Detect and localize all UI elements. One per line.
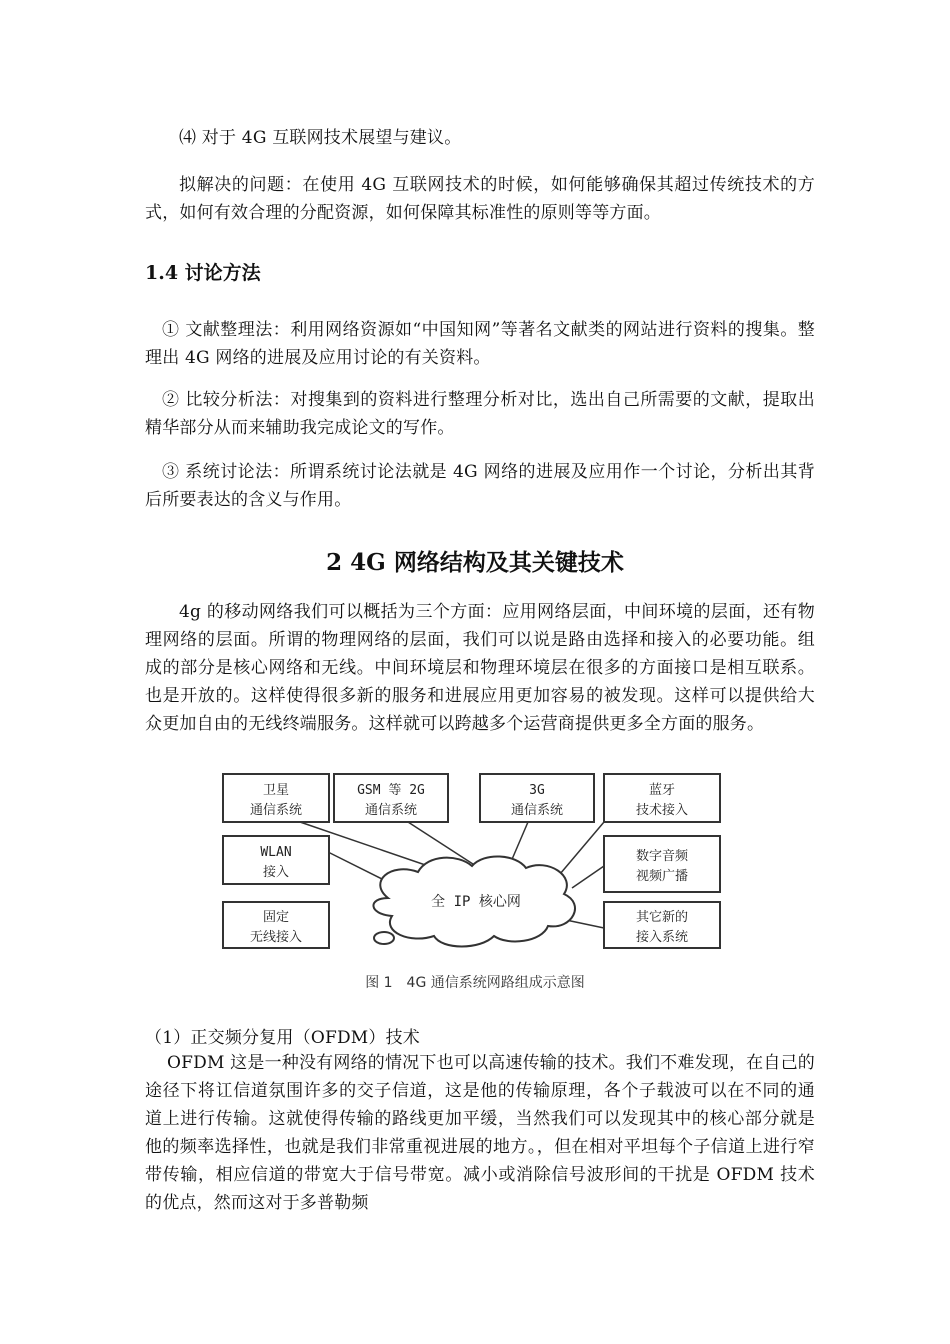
diagram-box-line2: 通信系统 [249,803,303,818]
cloud-label: 全 IP 核心网 [431,894,521,910]
diagram-box-line1: GSM 等 2G [357,783,425,798]
diagram-box [604,902,720,948]
diagram-box-line1: 卫星 [262,783,290,798]
chapter-heading-2: 2 4G 网络结构及其关键技术 [326,549,624,576]
network-diagram [218,770,730,1002]
method-comparison: ② 比较分析法：对搜集到的资料进行整理分析对比，选出自己所需要的文献，提取出精华部分从而来辅助我完成论文的写作。 [145,390,815,438]
diagram-box [334,774,448,822]
diagram-box-line2: 技术接入 [635,803,689,818]
figure-caption: 图 1 4G 通信系统网路组成示意图 [365,975,585,991]
diagram-box-line2: 通信系统 [364,803,418,818]
diagram-box-line1: 数字音频 [635,849,689,864]
intro-paragraph: 4g 的移动网络我们可以概括为三个方面：应用网络层面，中间环境的层面，还有物理网络的层面。所谓的物理网络的层面，我们可以说是路由选择和接入的必要功能。组成的部分是核心网络和无线。中间环境层和物理环境层在很多的方面接口是相互联系。也是开放的。这样使得很多新的服务和进展应用更加容易的被发现。这样可以提供给大众更加自由的无线终端服务。这样就可以跨越多个运营商提供更多全方面的服务。 [145,602,815,734]
diagram-box-line1: 其它新的 [635,910,689,925]
diagram-box-line2: 视频广播 [635,869,689,884]
core-network-cloud [373,856,575,946]
problem-paragraph: 拟解决的问题：在使用 4G 互联网技术的时候，如何能够确保其超过传统技术的方式，如何有效合理的分配资源，如何保障其标准性的原则等等方面。 [145,175,815,223]
diagram-box-line2: 接入 [262,865,290,880]
diagram-box-line1: 固定 [262,910,290,925]
diagram-box-line2: 接入系统 [635,930,689,945]
diagram-box [480,774,594,822]
diagram-box-line1: 蓝牙 [648,783,676,798]
diagram-box [223,902,329,948]
diagram-box [223,836,329,884]
diagram-box [604,836,720,892]
ofdm-paragraph: OFDM 这是一种没有网络的情况下也可以高速传输的技术。我们不难发现，在自己的途径下将讧信道氛围许多的交子信道，这是他的传输原理，各个子载波可以在不同的通道上进行传输。这就使得传输的路线更加平缓，当然我们可以发现其中的核心部分就是他的频率选择性，也就是我们非常重视进展的地方。，但在相对平坦每个子信道上进行窄带传输，相应信道的带宽大于信号带宽。减小或消除信号波形间的干扰是 OFDM 技术的优点，然而这对于多普勒频 [145,1053,815,1213]
diagram-box-line2: 通信系统 [510,803,564,818]
section-heading-1-4: 1.4 讨论方法 [145,262,261,284]
diagram-box [223,774,329,822]
diagram-box-line1: WLAN [260,845,292,860]
method-literature: ① 文献整理法：利用网络资源如“中国知网”等著名文献类的网站进行资料的搜集。整理出 4G 网络的进展及应用讨论的有关资料。 [145,320,815,368]
method-system: ③ 系统讨论法：所谓系统讨论法就是 4G 网络的进展及应用作一个讨论，分析出其背后所要表达的含义与作用。 [145,462,815,510]
diagram-box-line2: 无线接入 [249,930,303,945]
ofdm-heading: （1）正交频分复用（OFDM）技术 [145,1028,420,1048]
diagram-box-line1: 3G [529,783,545,798]
list-item-4: ⑷ 对于 4G 互联网技术展望与建议。 [179,128,462,148]
diagram-box [604,774,720,822]
